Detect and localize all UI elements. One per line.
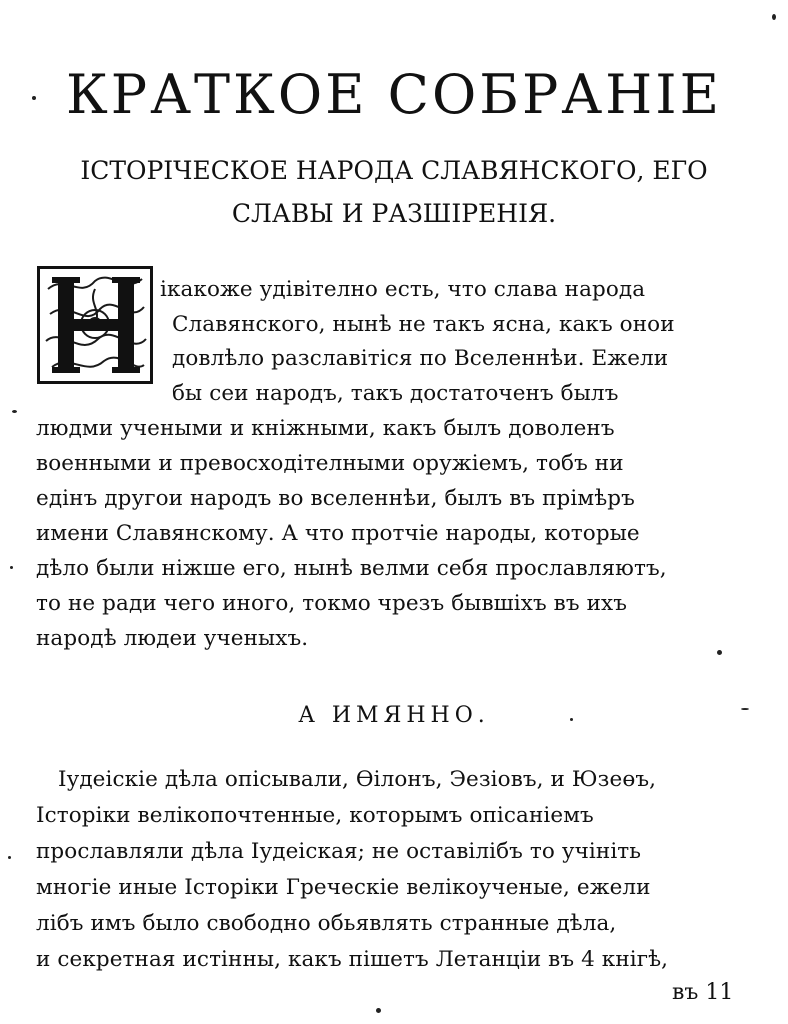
paragraph-1-line-8: имени Славянскому. А что протчіе народы, которые bbox=[36, 521, 640, 546]
subtitle-line-1: ІСТОРІЧЕСКОЕ НАРОДА СЛАВЯНСКОГО, ЕГО bbox=[80, 156, 708, 185]
paragraph-1-line-2: Славянского, нынѣ не такъ ясна, какъ онои bbox=[172, 312, 675, 337]
ink-speck bbox=[570, 718, 573, 721]
ink-speck bbox=[717, 650, 722, 655]
paragraph-2-line-2: Історіки велікопочтенные, которымъ опісаніемъ bbox=[36, 803, 594, 828]
ink-speck bbox=[32, 96, 36, 100]
paragraph-1-line-4: бы сеи народъ, такъ достаточенъ былъ bbox=[172, 381, 619, 406]
ink-speck bbox=[741, 708, 749, 710]
paragraph-2-line-5: лібъ имъ было свободно обьявлять странные дѣла, bbox=[36, 911, 617, 936]
paragraph-2-line-3: прославляли дѣла Іудеіская; не оставілібъ то учініть bbox=[36, 839, 642, 864]
ink-speck bbox=[772, 14, 776, 20]
paragraph-1-line-7: едінъ другои народъ во вселеннѣи, былъ въ прімѣръ bbox=[36, 486, 635, 511]
paragraph-1-line-5: людми учеными и кніжными, какъ былъ доволенъ bbox=[36, 416, 615, 441]
paragraph-1-line-11: народѣ людеи ученыхъ. bbox=[36, 626, 309, 651]
paragraph-1-line-9: дѣло были ніжше его, нынѣ велми себя прославляютъ, bbox=[36, 556, 667, 581]
paragraph-1-line-10: то не ради чего иного, токмо чрезъ бывшіхъ въ ихъ bbox=[36, 591, 628, 616]
catchword: въ 11 bbox=[672, 980, 734, 1005]
ink-speck bbox=[376, 1008, 381, 1013]
ink-speck bbox=[12, 410, 17, 413]
paragraph-1-line-3: довлѣло разславітіся по Вселеннѣи. Ежели bbox=[172, 346, 669, 371]
page-title: КРАТКОЕ СОБРАНІЕ bbox=[65, 63, 723, 126]
subtitle-line-2: СЛАВЫ И РАЗШІРЕНІЯ. bbox=[231, 199, 557, 228]
paragraph-1-line-1: ікакоже удівітелно есть, что слава народа bbox=[160, 277, 646, 302]
paragraph-2-line-4: многіе иные Історіки Греческіе велікоученые, ежели bbox=[36, 875, 651, 900]
paragraph-2-line-6: и секретная истінны, какъ пішетъ Летанціи въ 4 кнігѣ, bbox=[36, 947, 669, 972]
ornamental-initial bbox=[37, 266, 153, 384]
ink-speck bbox=[10, 566, 13, 569]
ornamental-initial-image bbox=[40, 269, 150, 381]
paragraph-2-line-1: Іудеіскіе дѣла опісывали, Өілонъ, Эезіовъ, и Юзеөъ, bbox=[58, 767, 657, 792]
ink-speck bbox=[8, 856, 11, 859]
section-heading: А ИМЯННО. bbox=[298, 703, 490, 728]
paragraph-1-line-6: военными и превосходітелными оружіемъ, тобъ ни bbox=[36, 451, 624, 476]
